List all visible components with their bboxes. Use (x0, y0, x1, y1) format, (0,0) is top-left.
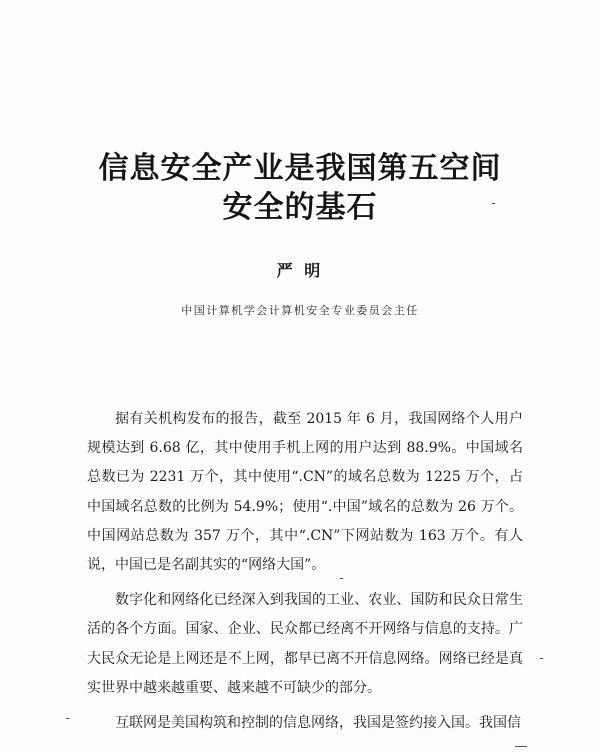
paragraph: 互联网是美国构筑和控制的信息网络，我国是签约接入国。我国信 (115, 715, 521, 732)
author-name: 严 明 (276, 261, 324, 280)
article-title-line-1: 信息安全产业是我国第五空间 (98, 151, 502, 186)
author-affiliation: 中国计算机学会计算机安全专业委员会主任 (181, 304, 419, 317)
article-title-line-2: 安全的基石 (222, 190, 378, 225)
scan-speck (492, 203, 495, 204)
article-body (87, 405, 523, 738)
scan-speck (66, 718, 69, 719)
paragraph: 据有关机构发布的报告，截至 2015 年 6 月，我国网络个人用户规模达到 6.68 亿，其中使用手机上网的用户达到 88.9%。中国域名总数已为 2231 万个，其中使用“.CN”的域名总数为 1225 万个，占中国域名总数的比例为 54.9%；使用“.中国”域名的总数为 26 万个。中国网站总数为 357 万个，其中“.CN”下网站数为 163 万个。有人说，中国已是名副其实的“网络大国”。 (87, 411, 523, 574)
scan-speck (540, 658, 543, 659)
scan-speck (340, 578, 343, 579)
scan-speck (515, 746, 527, 747)
paragraph: 数字化和网络化已经深入到我国的工业、农业、国防和民众日常生活的各个方面。国家、企业、民众都已经离不开网络与信息的支持。广大民众无论是上网还是不上网，都早已离不开信息网络。网络已经是真实世界中越来越重要、越来越不可缺少的部分。 (87, 592, 523, 696)
